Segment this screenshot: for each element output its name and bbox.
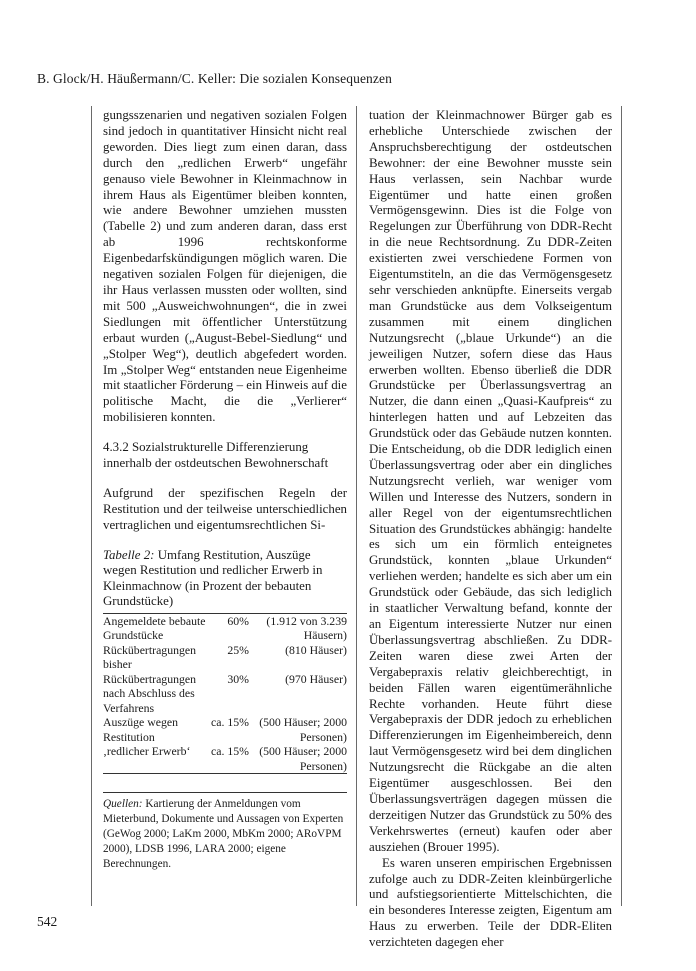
section-heading-line: innerhalb der ostdeutschen Bewohnerschaft — [103, 456, 329, 471]
table-row — [103, 643, 347, 672]
center-column-rule — [356, 106, 357, 906]
right-column-rule — [621, 106, 622, 906]
table-cell-percent: 30% — [227, 671, 249, 686]
sources-label: Quellen: — [103, 798, 143, 811]
section-heading-line: 4.3.2 Sozialstrukturelle Differenzierung — [103, 440, 309, 455]
table-cell-percent: 60% — [207, 613, 253, 643]
table-cell-percent: ca. 15% — [211, 715, 249, 730]
table-cell-count: (500 Häuser; 2000 Personen) — [253, 744, 347, 774]
table-cell-count: (810 Häuser) — [285, 642, 347, 657]
table-row — [103, 613, 347, 643]
left-column-rule — [91, 106, 92, 906]
section-heading — [103, 440, 347, 472]
table-cell-label: Rückübertragungen nach Abschluss des Verfahrens — [103, 671, 197, 715]
table-cell-percent: ca. 15% — [207, 744, 253, 774]
body-paragraph: Es waren unseren empirischen Ergebnissen zufolge auch zu DDR-Zeiten kleinbürgerliche und aufstiegsorientierte Mittelschichten, die ein besonderes Interesse zeigten, Eigentum am Haus zu erwerben. Teile der DDR-Eliten verzichteten dagegen eher — [369, 855, 612, 950]
left-column — [103, 108, 347, 872]
right-column — [369, 108, 612, 951]
table-cell-count: (1.912 von 3.239 Häusern) — [253, 613, 347, 643]
table-caption-text: Umfang Restitution, Auszüge wegen Restitution und redlicher Erwerb in Kleinmachnow (in Prozent der bebauten Grundstücke) — [103, 547, 323, 609]
table-row — [103, 672, 347, 716]
table-caption — [103, 548, 347, 610]
body-paragraph: tuation der Kleinmachnower Bürger gab es erhebliche Unterschiede zwischen der Anspruchsberechtigung der ostdeutschen Bewohner: der eine Bewohner musste sein Haus verlassen, sein Nachbar wurde Eigentümer und hatte einen großen Vermögensgewinn. Dies ist die Folge von Regelungen zur Überführung von DDR-Recht in die neue Rechtsordnung. Zu DDR-Zeiten existierten zwei verschiedene Formen von Eigentumstiteln, an die das Vermögensgesetz sehr verschieden anknüpfte. Einerseits vergab man Grundstücke aus dem Volkseigentum zusammen mit einem dinglichen Nutzungsrecht („blaue Urkunde“) an die jeweiligen Nutzer, sofern diese das Haus erwerben wollten. Ebenso überließ die DDR Grundstücke per Überlassungsvertrag an Nutzer, die dann einen „Quasi-Kaufpreis“ zu hinterlegen hatten und auf Lebzeiten das Grundstück oder das Gebäude nutzen konnten. Die Entscheidung, ob die DDR lediglich einen Überlassungsvertrag oder aber ein dingliches Nutzungsrecht verlieh, war weniger vom Willen und Interesse des Nutzers, sondern in aller Regel von der eigentumsrechtlichen Situation des Grundstückes abhängig: handelte es sich um ein förmlich enteignetes Grundstück, konnten „blaue Urkunden“ verliehen werden; handelte es sich aber um ein Grundstück oder Gebäude, das sich lediglich in staatlicher Verwaltung befand, konnte der an Eigentum interessierte Nutzer nur einen Überlassungsvertrag abschließen. Zu DDR-Zeiten waren diese zwei Arten der Vergabepraxis relativ gleichberechtigt, in beiden Fällen waren eigentümerähnliche Rechte vorhanden. Heute führt diese Vergabepraxis der DDR jedoch zu erheblichen Differenzierungen im Eigenheimbereich, denn laut Vermögensgesetz wird bei dem dinglichen Nutzungsrecht die Rückgabe an die alten Eigentümer ausgeschlossen. Bei den Überlassungsverträgen dagegen müssen die derzeitigen Nutzer das Grundstück zu 50% des Verkehrswertes (erneut) kaufen oder aber ausziehen (Brouer 1995). — [369, 108, 612, 854]
table-cell-label: Angemeldete bebaute Grundstücke — [103, 613, 206, 643]
table-row — [103, 744, 347, 774]
sources-text: Kartierung der Anmeldungen vom Mieterbund, Dokumente und Aussagen von Experten (GeWog 2000; LaKm 2000, MbKm 2000; ARoVPM 2000), LDSB 1996, LARA 2000; eigene Berechnungen. — [103, 798, 344, 871]
table-label: Tabelle 2: — [103, 547, 155, 562]
restitution-table — [103, 613, 347, 775]
table-cell-label: ‚redlicher Erwerb‘ — [103, 744, 207, 774]
page-number: 542 — [37, 914, 58, 929]
table-cell-count: (970 Häuser) — [285, 671, 347, 686]
body-paragraph: gungsszenarien und negativen sozialen Folgen sind jedoch in quantitativer Hinsicht nicht real geworden. Dies liegt zum einen daran, dass durch den „redlichen Erwerb“ ungefähr genauso viele Bewohner in Kleinmachnow in ihrem Haus als Eigentümer bleiben konnten, wie andere Bewohner umziehen mussten (Tabelle 2) und zum anderen daran, dass erst ab 1996 rechtskonforme Eigenbedarfskündigungen möglich waren. Die negativen sozialen Folgen für diejenigen, die ihr Haus verlassen mussten oder wollten, sind mit 500 „Ausweichwohnungen“, die in zwei Siedlungen mit öffentlicher Unterstützung erbaut wurden („August-Bebel-Siedlung“ und „Stolper Weg“), deutlich abgefedert worden. Im „Stolper Weg“ entstanden neue Eigenheime mit staatlicher Förderung – ein Hinweis auf die politische Macht, die die „Verlierer“ mobilisieren konnten. — [103, 108, 347, 425]
table-cell-count: (500 Häuser; 2000 Personen) — [259, 715, 347, 744]
body-paragraph: Aufgrund der spezifischen Regeln der Restitution und der teilweise unterschiedlichen vertraglichen und eigentumsrechtlichen Si- — [103, 485, 347, 532]
table-cell-label: Rückübertragungen bisher — [103, 642, 197, 672]
table-sources — [103, 792, 347, 872]
table-row — [103, 715, 347, 744]
table-cell-percent: 25% — [227, 642, 249, 657]
table-cell-label: Auszüge wegen Restitution — [103, 715, 179, 744]
running-head: B. Glock/H. Häußermann/C. Keller: Die sozialen Konsequenzen — [37, 71, 392, 86]
